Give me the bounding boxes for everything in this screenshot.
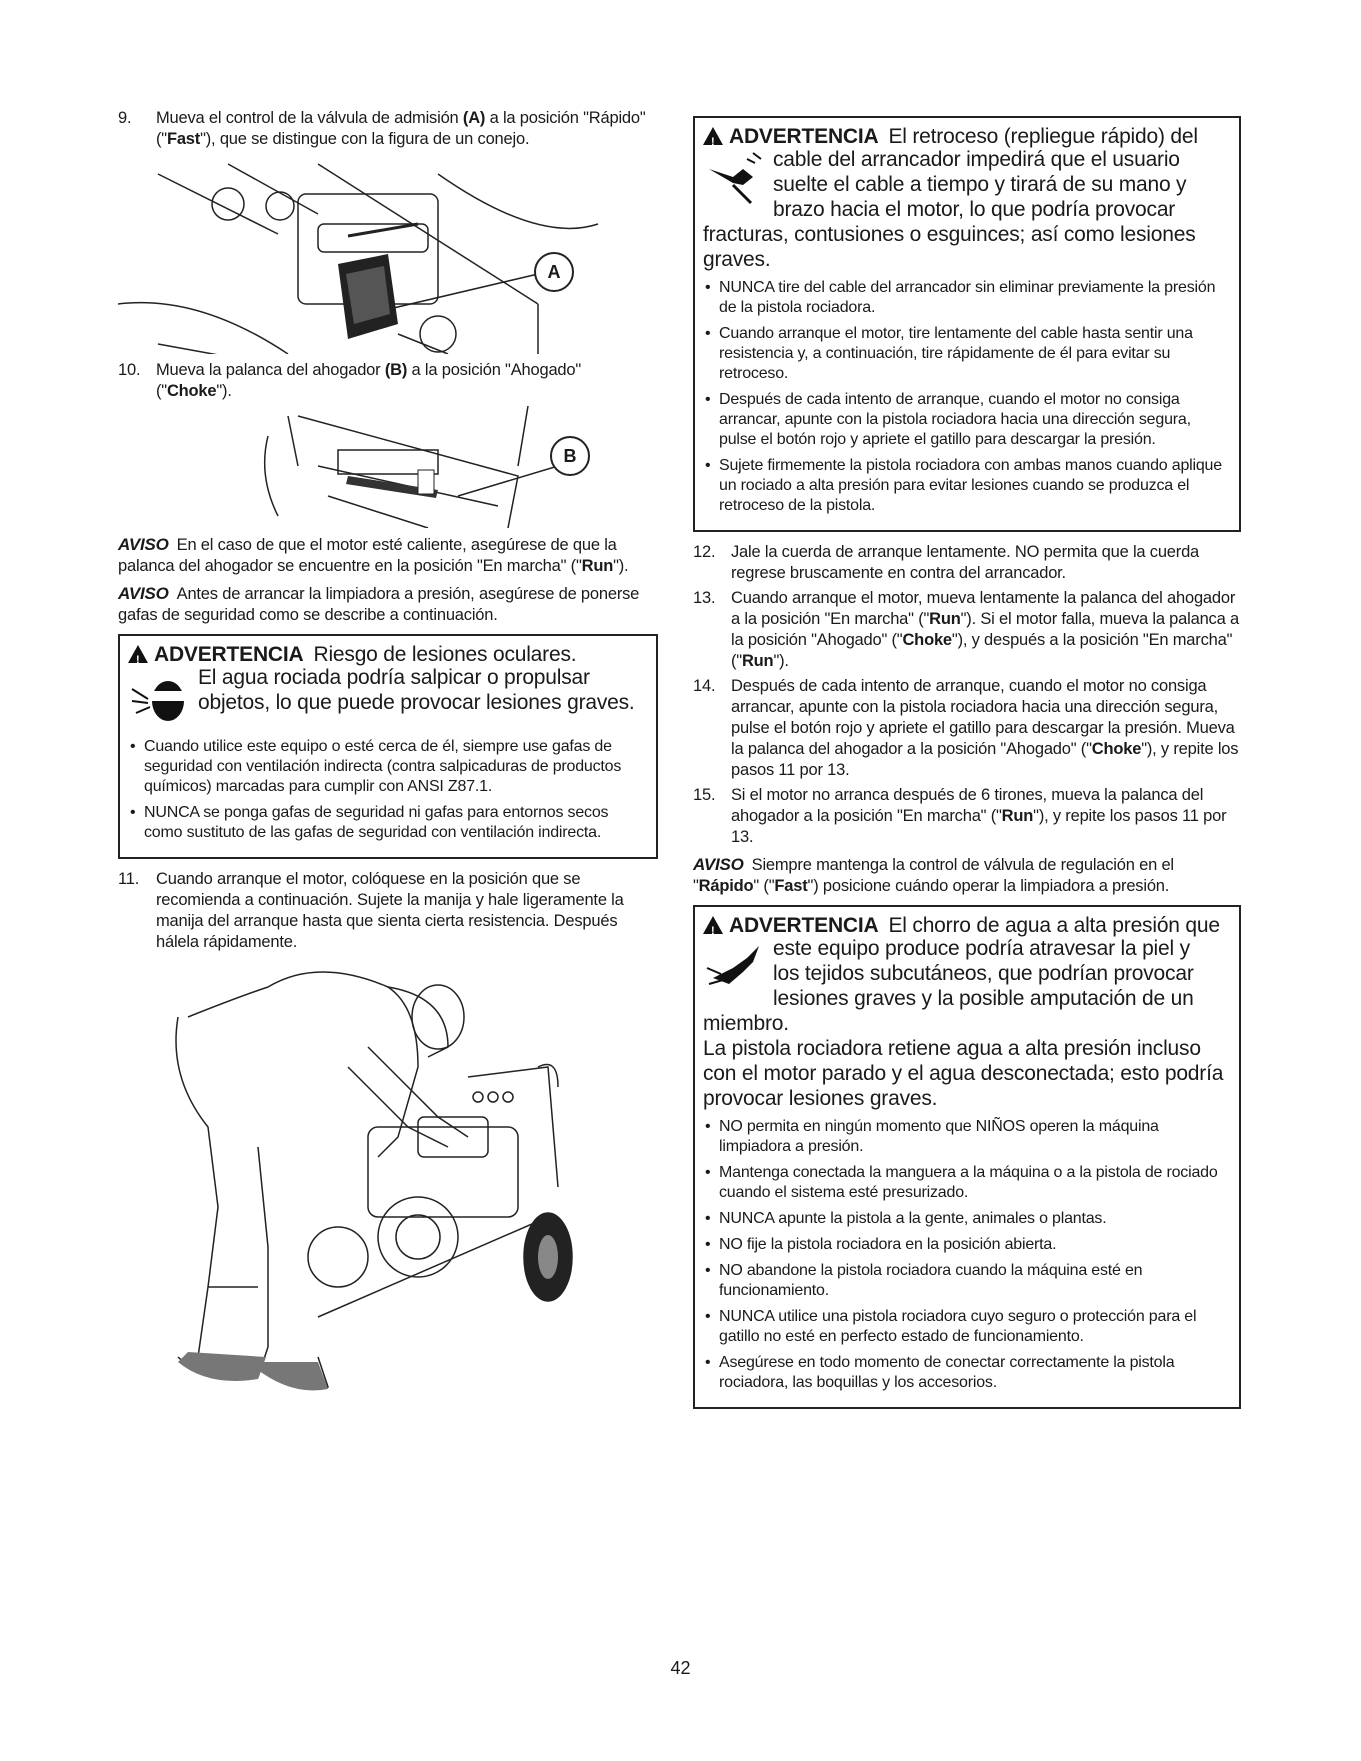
step-12: 12. Jale la cuerda de arranque lentamente. NO permita que la cuerda regrese bruscamente en contra del arrancador. — [693, 543, 1200, 582]
step-10: 10. Mueva la palanca del ahogador (B) a la posición "Ahogado" ("Choke"). — [118, 361, 582, 400]
kickback-hand-icon — [703, 149, 773, 213]
step-13: 13. Cuando arranque el motor, mueva lentamente la palanca del ahogador a la posición "En marcha" ("Run"). Si el motor falla, mueva la palanca a la posición "Ahogado" ("Choke"), y después a la posición "En marcha" ("Run"). — [693, 589, 1239, 670]
throttle-illustration — [118, 154, 658, 354]
step-9: 9. Mueva el control de la válvula de admisión (A) a la posición "Rápido" ("Fast"), que se distingue con la figura de un conejo. — [118, 109, 646, 148]
step-11: 11. Cuando arranque el motor, colóquese en la posición que se recomienda a continuación. Sujete la manija y hale ligeramente la manija del arranque hasta que sienta cierta resistencia. Después hálela rápidamente. — [118, 870, 624, 951]
warning-triangle-icon — [703, 127, 723, 145]
choke-lever-figure — [118, 406, 658, 528]
notice-throttle-fast: AVISO Siempre mantenga la control de válvula de regulación en el "Rápido" ("Fast") posicione cuándo operar la limpiadora a presión. — [693, 855, 1174, 895]
right-column — [693, 116, 1241, 1419]
page-number: 42 — [670, 1658, 691, 1678]
operator-starting-illustration — [118, 957, 658, 1407]
step-14: 14. Después de cada intento de arranque, cuando el motor no consiga arrancar, apunte con la pistola rociadora hacia una dirección segura, pulse el botón rojo y apriete el gatillo para descargar la presión. Mueva la palanca del ahogador a la posición "Ahogado" ("Choke"), y repite los pasos 11 por 13. — [693, 677, 1239, 779]
warning-eye-injury: !ADVERTENCIA Riesgo de lesiones oculares. El agua rociada podría salpicar o propulsar objetos, lo que puede provocar lesiones graves. • Cuando utilice este equipo o esté cerca de él, siempre use gafas de seguridad con ventilación indirecta (contra salpicaduras de productos químicos) marcadas para cumplir con ANSI Z87.1. • NUNCA se ponga gafas de seguridad ni gafas para entornos secos como sustituto de las gafas de seguridad con ventilación indirecta. — [118, 634, 658, 859]
warning-kickback: !ADVERTENCIA El retroceso (repliegue rápido) del cable del arrancador impedirá que el usuario suelte el cable a tiempo y tirará de su mano y brazo hacia el motor, lo que podría provocar fracturas, contusiones o esguinces; así como lesiones graves. • NUNCA tire del cable del arrancador sin eliminar previamente la presión de la pistola rociadora. • Cuando arranque el motor, tire lentamente del cable hasta sentir una resistencia y, a continuación, tire rápidamente de él para evitar su retroceso. • Después de cada intento de arranque, cuando el motor no consiga arrancar, apunte con la pistola rociadora hacia una dirección segura, pulse el botón rojo y apriete el gatillo para descargar la presión. • Sujete firmemente la pistola rociadora con ambas manos cuando aplique un rociado a alta presión para evitar lesiones cuando se produzca el retroceso de la pistola. — [693, 116, 1241, 532]
left-column — [118, 108, 658, 1413]
warning-triangle-icon — [703, 916, 723, 934]
warning-high-pressure: !ADVERTENCIA El chorro de agua a alta presión que este equipo produce podría atravesar la piel y los tejidos subcutáneos, que podrían provocar lesiones graves y la posible amputación de un miembro. La pistola rociadora retiene agua a alta presión incluso con el motor parado y el agua desconectada; esto podría provocar lesiones graves. • NO permita en ningún momento que NIÑOS operen la máquina limpiadora a presión. • Mantenga conectada la manguera a la máquina o a la pistola de rociado cuando el sistema esté presurizado. • NUNCA apunte la pistola a la gente, animales o plantas. • NO fije la pistola rociadora en la posición abierta. • NO abandone la pistola rociadora cuando la máquina esté en funcionamiento. • NUNCA utilice una pistola rociadora cuyo seguro o protección para el gatillo no esté en perfecto estado de funcionamiento. • Asegúrese en todo momento de conectar correctamente la pistola rociadora, las boquillas y los accesorios. — [693, 905, 1241, 1409]
warning-triangle-icon — [128, 645, 148, 663]
injection-hazard-icon — [703, 938, 773, 1002]
eye-protection-icon — [128, 667, 198, 731]
warning-kickback-bullets: • NUNCA tire del cable del arrancador sin eliminar previamente la presión de la pistola rociadora. • Cuando arranque el motor, tire lentamente del cable hasta sentir una resistencia y, a continuación, tire rápidamente de él para evitar su retroceso. • Después de cada intento de arranque, cuando el motor no consiga arrancar, apunte con la pistola rociadora hacia una dirección segura, pulse el botón rojo y apriete el gatillo para descargar la presión. • Sujete firmemente la pistola rociadora con ambas manos cuando aplique un rociado a alta presión para evitar lesiones cuando se produzca el retroceso de la pistola. — [703, 278, 1231, 516]
warning-high-pressure-bullets: • NO permita en ningún momento que NIÑOS operen la máquina limpiadora a presión. • Mantenga conectada la manguera a la máquina o a la pistola de rociado cuando el sistema esté presurizado. • NUNCA apunte la pistola a la gente, animales o plantas. • NO fije la pistola rociadora en la posición abierta. • NO abandone la pistola rociadora cuando la máquina esté en funcionamiento. • NUNCA utilice una pistola rociadora cuyo seguro o protección para el gatillo no esté en perfecto estado de funcionamiento. • Asegúrese en todo momento de conectar correctamente la pistola rociadora, las boquillas y los accesorios. — [703, 1117, 1231, 1393]
notice-safety-glasses: AVISO Antes de arrancar la limpiadora a presión, asegúrese de ponerse gafas de seguridad como se describe a continuación. — [118, 584, 640, 624]
callout-a: A — [534, 252, 574, 292]
callout-b: B — [550, 436, 590, 476]
notice-hot-engine: AVISO En el caso de que el motor esté caliente, asegúrese de que la palanca del ahogador se encuentre en la posición "En marcha" ("Run"). — [118, 535, 629, 575]
step-15: 15. Si el motor no arranca después de 6 tirones, mueva la palanca del ahogador a la posición "En marcha" ("Run"), y repite los pasos 11 por 13. — [693, 786, 1227, 846]
warning-eye-bullets: • Cuando utilice este equipo o esté cerca de él, siempre use gafas de seguridad con ventilación indirecta (contra salpicaduras de productos químicos) marcadas para cumplir con ANSI Z87.1. • NUNCA se ponga gafas de seguridad ni gafas para entornos secos como sustituto de las gafas de seguridad con ventilación indirecta. — [128, 737, 648, 843]
starting-position-figure — [118, 957, 658, 1407]
throttle-control-figure — [118, 154, 658, 354]
